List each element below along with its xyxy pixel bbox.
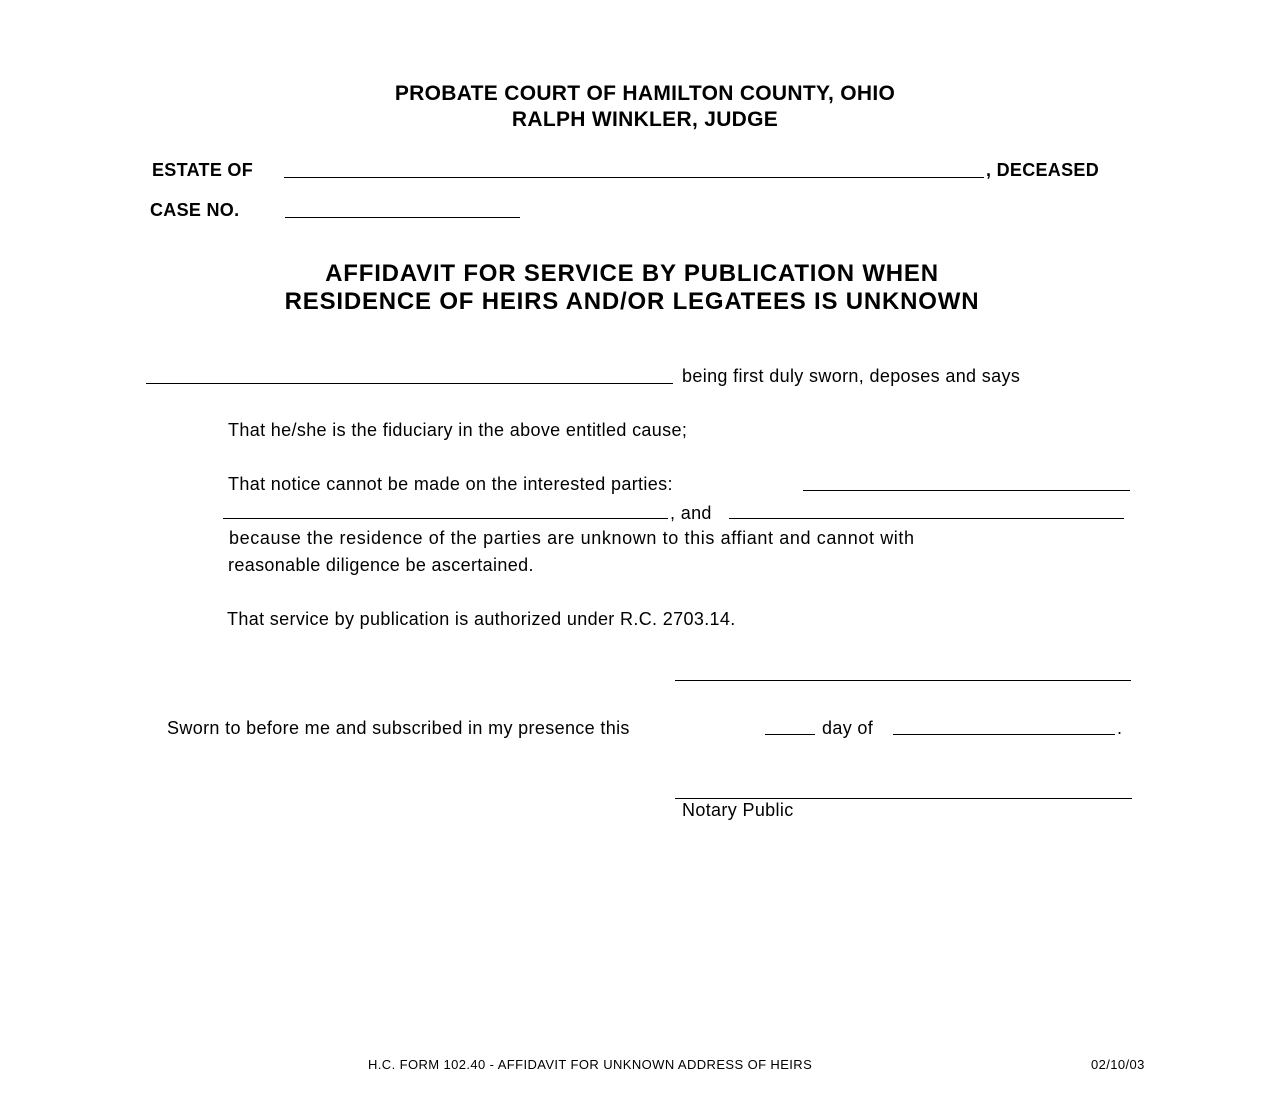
jurat-statement: Sworn to before me and subscribed in my presence this xyxy=(167,718,630,738)
because-statement-line-2: reasonable diligence be ascertained. xyxy=(228,555,534,575)
jurat-period: . xyxy=(1117,718,1123,738)
affiant-name-field[interactable] xyxy=(146,383,673,384)
interested-party-3-field[interactable] xyxy=(729,518,1124,519)
document-title-line-2: RESIDENCE OF HEIRS AND/OR LEGATEES IS UNKNOWN xyxy=(284,288,980,315)
because-statement-line-1: because the residence of the parties are unknown to this affiant and cannot with xyxy=(229,528,915,548)
judge-name: RALPH WINKLER, JUDGE xyxy=(511,108,779,131)
notary-public-label: Notary Public xyxy=(682,800,794,820)
estate-of-label: ESTATE OF xyxy=(152,160,254,180)
form-number: H.C. FORM 102.40 - AFFIDAVIT FOR UNKNOWN ADDRESS OF HEIRS xyxy=(368,1057,813,1072)
authorization-statement: That service by publication is authorized under R.C. 2703.14. xyxy=(227,609,736,629)
interested-party-2-field[interactable] xyxy=(223,518,668,519)
day-of-label: day of xyxy=(822,718,874,738)
estate-name-field[interactable] xyxy=(284,177,984,178)
fiduciary-statement: That he/she is the fiduciary in the above entitled cause; xyxy=(228,420,688,440)
deceased-label: , DECEASED xyxy=(986,160,1100,180)
affiant-signature-line[interactable] xyxy=(675,680,1131,681)
case-number-field[interactable] xyxy=(285,217,520,218)
jurat-day-field[interactable] xyxy=(765,734,815,735)
jurat-month-field[interactable] xyxy=(893,734,1115,735)
notary-signature-line[interactable] xyxy=(675,798,1132,799)
case-no-label: CASE NO. xyxy=(150,200,240,220)
form-date: 02/10/03 xyxy=(1091,1057,1145,1072)
court-name: PROBATE COURT OF HAMILTON COUNTY, OHIO xyxy=(394,82,896,105)
sworn-statement: being first duly sworn, deposes and says xyxy=(682,366,1021,386)
notice-statement: That notice cannot be made on the interested parties: xyxy=(228,474,673,494)
document-title-line-1: AFFIDAVIT FOR SERVICE BY PUBLICATION WHEN xyxy=(325,260,939,287)
and-conjunction: , and xyxy=(670,503,712,523)
interested-party-1-field[interactable] xyxy=(803,490,1130,491)
